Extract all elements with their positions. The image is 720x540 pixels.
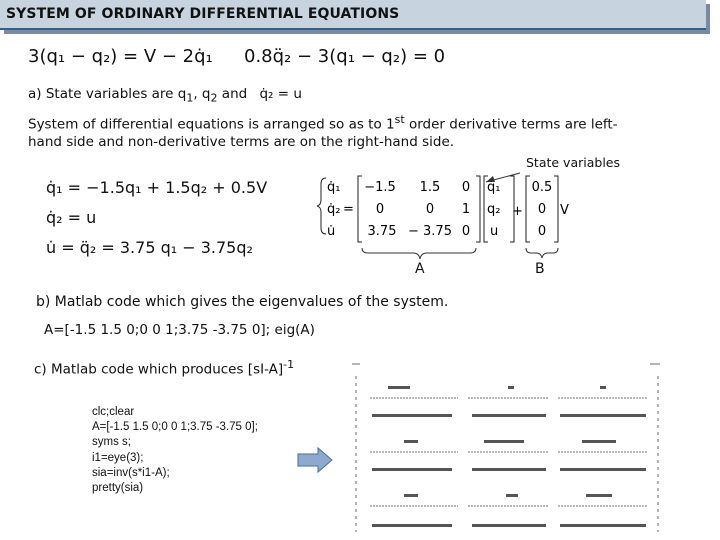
B-bracket-left [526, 176, 530, 242]
A-32: − 3.75 [408, 224, 452, 239]
x-q1: q₁ [487, 180, 501, 195]
code-line: A=[-1.5 1.5 0;0 0 1;3.75 -3.75 0]; [92, 421, 258, 434]
state-variable-u-def: q̇₂ = u [259, 86, 302, 102]
label-A: A [415, 261, 425, 277]
code-line: i1=eye(3); [92, 451, 144, 464]
equation-1: 3(q₁ − q₂) = V − 2q̇₁ [28, 46, 213, 67]
arrangement-paragraph-line2: hand side and non-derivative terms are on the right-hand side. [28, 134, 455, 150]
arrangement-paragraph-line1 [28, 113, 618, 133]
system-eq-row3: u̇ = q̈₂ = 3.75 q₁ − 3.75q₂ [46, 238, 253, 257]
B-bracket-right [554, 176, 558, 242]
A-bracket-right [476, 176, 480, 242]
paragraph-text-2: order derivative terms are left- [404, 116, 618, 133]
A-12: 1.5 [419, 180, 441, 195]
code-line: clc;clear [92, 406, 135, 418]
state-variables-line: a) State variables are $q_1$, $q_2$ and q̇₂ = u [28, 86, 302, 105]
A-22: 0 [425, 202, 435, 217]
A-13: 0 [461, 180, 471, 195]
section-c-heading [34, 358, 294, 378]
code-line: syms s; [92, 436, 131, 449]
B-2: 0 [537, 202, 547, 217]
code-line: pretty(sia) [92, 482, 144, 495]
B-3: 0 [537, 224, 547, 239]
A-underbrace [362, 248, 476, 259]
paragraph-text-1: System of differential equations is arranged so as to 1 [28, 116, 395, 133]
A-33: 0 [461, 224, 471, 239]
B-underbrace [526, 248, 558, 258]
page-title: SYSTEM OF ORDINARY DIFFERENTIAL EQUATIONS [6, 6, 400, 22]
section-b-code: A=[-1.5 1.5 0;0 0 1;3.75 -3.75 0]; eig(A) [44, 322, 315, 338]
lhs-q1dot: q̇₁ [327, 180, 341, 195]
A-21: 0 [375, 202, 385, 217]
A-31: 3.75 [367, 224, 397, 239]
system-eq-row1: q̇₁ = −1.5q₁ + 1.5q₂ + 0.5V [46, 178, 268, 197]
x-u: u [490, 224, 499, 239]
state-variables-and: and [217, 86, 252, 102]
equation-2: 0.8q̈₂ − 3(q₁ − q₂) = 0 [244, 46, 446, 67]
state-variables-label: State variables [526, 155, 621, 170]
state-variables-prefix: a) State variables are q [28, 86, 187, 102]
code-line: sia=inv(s*i1-A); [92, 466, 170, 479]
x-q2: q₂ [487, 202, 501, 217]
section-b-heading: b) Matlab code which gives the eigenvalues of the system. [36, 294, 449, 310]
plus-sign: + [512, 204, 523, 219]
label-B: B [535, 261, 545, 277]
right-arrow-icon [296, 446, 336, 474]
section-c-heading-text: c) Matlab code which produces [sI-A] [34, 361, 284, 378]
matrix-equation [310, 168, 590, 280]
A-11: −1.5 [364, 180, 396, 195]
lhs-q2dot: q̇₂ [327, 202, 341, 217]
input-V: V [560, 203, 569, 218]
system-eq-row2: q̇₂ = u [46, 208, 97, 227]
A-23: 1 [461, 202, 471, 217]
matlab-output-image [348, 360, 668, 536]
equals-sign: = [343, 202, 354, 217]
state-variables-mid: , q [193, 86, 211, 102]
lhs-brace [317, 178, 326, 234]
title-bar [0, 0, 706, 30]
section-c-heading-sup: -1 [283, 358, 295, 371]
A-bracket-left [358, 176, 362, 242]
paragraph-superscript: st [394, 113, 405, 126]
matlab-code-block [92, 405, 258, 496]
lhs-udot: u̇ [327, 224, 336, 239]
B-1: 0.5 [531, 180, 553, 195]
